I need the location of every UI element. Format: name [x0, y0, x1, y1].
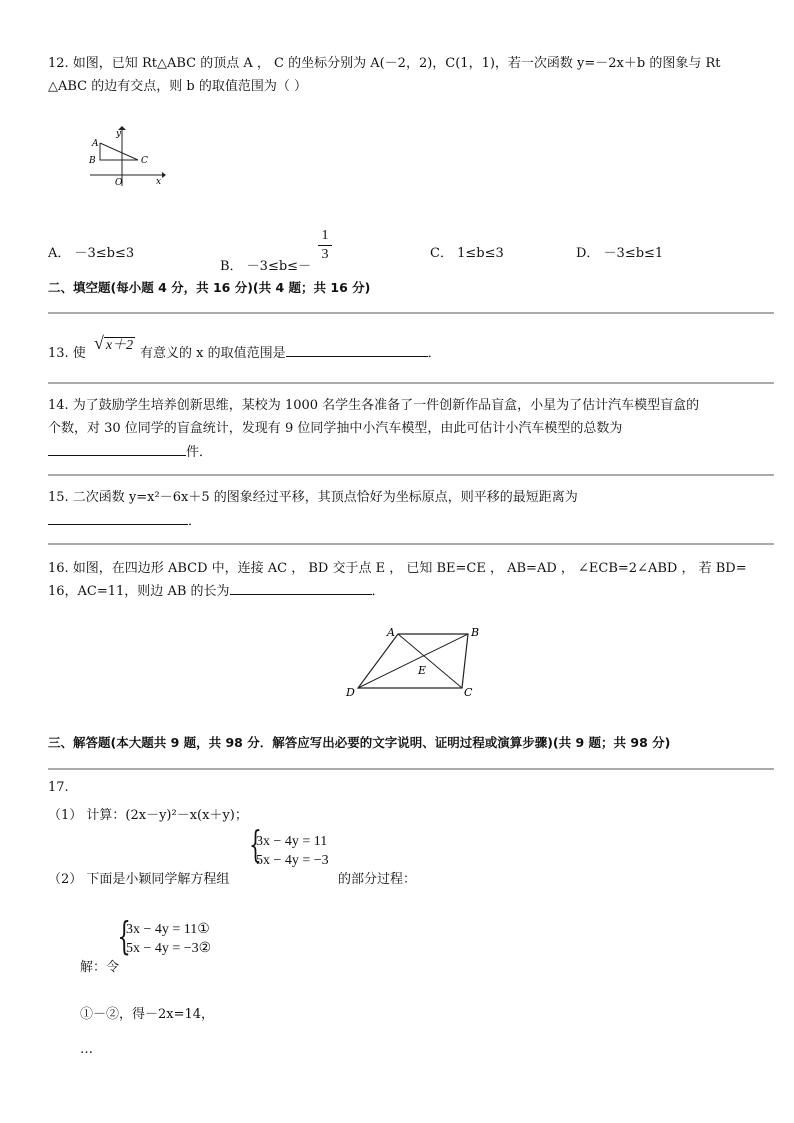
q16-figure	[340, 624, 490, 700]
section-2-heading: 二、填空题(每小题 4 分，共 16 分)(共 4 题；共 16 分)	[48, 280, 371, 295]
fig16-label-B: B	[471, 626, 480, 639]
q17-eq2-labeled: 5x − 4y = −3②	[126, 941, 212, 956]
q16-text: 16，AC=11，则边 AB 的长为	[48, 584, 230, 599]
system-brace: {	[249, 825, 262, 866]
radical-sign: √	[94, 333, 104, 353]
fig12-label-B: B	[89, 156, 96, 166]
q13-answer-blank[interactable]	[286, 343, 428, 357]
divider	[48, 543, 774, 545]
fig16-label-A: A	[387, 626, 395, 639]
q13-body	[140, 342, 441, 361]
q12-line2: △ABC 的边有交点，则 b 的取值范围为（ ）	[48, 79, 307, 94]
q14-end: 件．	[186, 445, 213, 460]
fig16-label-D: D	[346, 686, 355, 699]
q15-line2	[48, 510, 201, 529]
system-brace: {	[117, 914, 131, 958]
q17-number: 17.	[48, 780, 69, 795]
section-3-heading: 三、解答题(本大题共 9 题，共 98 分．解答应写出必要的文字说明、证明过程或演算步骤)(共 9 题；共 98 分)	[48, 735, 671, 750]
fraction-numerator: 1	[321, 228, 329, 243]
q12-option-d: D． －3≤b≤1	[576, 246, 664, 261]
fig16-label-E: E	[418, 664, 427, 677]
q17-solution-system	[126, 920, 211, 958]
q13-sqrt	[94, 333, 135, 354]
q17-eq1: 3x − 4y = 11	[256, 834, 328, 849]
q12-option-b-text: B． －3≤b≤－	[220, 259, 312, 274]
q17-part2-suffix: 的部分过程：	[338, 872, 417, 887]
q17-eq1-labeled: 3x − 4y = 11①	[126, 922, 210, 937]
q13-text: 有意义的 x 的取值范围是	[140, 346, 286, 361]
q14-line2: 个数，对 30 位同学的盲盒统计，发现有 9 位同学抽中小汽车模型，由此可估计小汽车模型的总数为	[48, 421, 623, 436]
q14-answer-blank[interactable]	[48, 442, 186, 456]
q12-option-b-fraction	[318, 228, 332, 263]
q13-prefix: 13. 使	[48, 346, 86, 361]
divider	[48, 382, 774, 384]
q16-answer-blank[interactable]	[230, 581, 372, 595]
q12-option-b	[220, 255, 311, 274]
q12-option-a: A． －3≤b≤3	[48, 246, 135, 261]
q15-line1: 15. 二次函数 y=x²－6x＋5 的图象经过平移，其顶点恰好为坐标原点，则平移的最短距离为	[48, 490, 578, 505]
q15-end: ．	[188, 514, 202, 529]
q13-end: ．	[427, 346, 441, 361]
fig12-label-A: A	[92, 139, 99, 149]
q17-eq2: 5x − 4y = −3	[256, 853, 329, 868]
divider	[48, 312, 774, 314]
q17-solution-label: 解：令	[80, 960, 120, 975]
q17-part1: （1） 计算：(2x－y)²－x(x＋y)；	[48, 808, 248, 823]
q15-answer-blank[interactable]	[48, 511, 188, 525]
fraction-denominator: 3	[321, 247, 329, 262]
q17-part2-prefix: （2） 下面是小颖同学解方程组	[48, 872, 230, 887]
fig12-label-x: x	[156, 177, 162, 187]
fig12-label-y: y	[116, 129, 122, 139]
q12-option-c: C． 1≤b≤3	[430, 246, 504, 261]
fig12-label-C: C	[141, 156, 148, 166]
q13-radicand: x＋2	[105, 338, 134, 353]
q16-line2	[48, 580, 385, 599]
q16-line1: 16. 如图，在四边形 ABCD 中，连接 AC ， BD 交于点 E ， 已知 BE=CE ， AB=AD ， ∠ECB=2∠ABD ， 若 BD=	[48, 561, 747, 576]
q14-line3	[48, 441, 212, 460]
q13	[48, 342, 86, 361]
q12-line1: 12. 如图，已知 Rt△ABC 的顶点 A ， C 的坐标分别为 A(－2，2)，C(1，1)，若一次函数 y=－2x＋b 的图象与 Rt	[48, 56, 721, 71]
q16-end: ．	[371, 584, 385, 599]
q17-system	[256, 832, 329, 870]
q14-line1: 14. 为了鼓励学生培养创新思维，某校为 1000 名学生各准备了一件创新作品盲盒，小星为了估计汽车模型盲盒的	[48, 398, 700, 413]
q17-ellipsis: …	[80, 1042, 93, 1057]
divider	[48, 474, 774, 476]
q12-figure	[86, 124, 168, 190]
fig12-label-O: O	[115, 178, 123, 188]
q17-step: ①－②，得－2x=14，	[80, 1007, 215, 1022]
divider	[48, 768, 774, 770]
fig16-label-C: C	[464, 686, 473, 699]
